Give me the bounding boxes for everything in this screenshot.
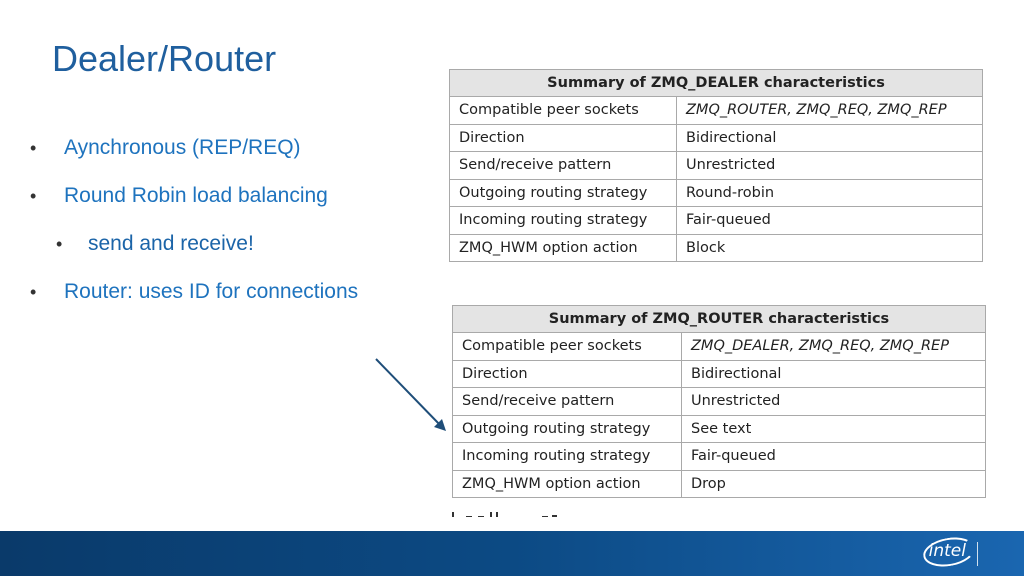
bullet-item [30, 181, 358, 229]
table-header-row [453, 306, 986, 333]
table-cell-key: Direction [453, 360, 682, 388]
table-row [453, 470, 986, 498]
table-row [453, 333, 986, 361]
table-cell-key: Send/receive pattern [450, 152, 677, 180]
table-row [450, 234, 983, 262]
table-cell-key: Outgoing routing strategy [450, 179, 677, 207]
logo-ring-icon [921, 534, 977, 571]
cropped-text-fragment [452, 507, 582, 517]
table-cell-value: Fair-queued [677, 207, 983, 235]
bullet-text: send and receive! [88, 232, 254, 255]
bullet-item [30, 133, 358, 181]
table-row [450, 179, 983, 207]
table-cell-key: Compatible peer sockets [453, 333, 682, 361]
dealer-characteristics-table [449, 69, 983, 262]
table-cell-key: Compatible peer sockets [450, 97, 677, 125]
table-row [453, 443, 986, 471]
table-row [450, 97, 983, 125]
footer-divider [977, 542, 978, 566]
table-row [450, 152, 983, 180]
table-cell-value: Fair-queued [682, 443, 986, 471]
table-row [450, 124, 983, 152]
bullet-dot-icon: • [56, 234, 63, 254]
table-cell-key: ZMQ_HWM option action [453, 470, 682, 498]
sub-bullet-item [30, 229, 358, 277]
table-cell-value: ZMQ_ROUTER, ZMQ_REQ, ZMQ_REP [677, 97, 983, 125]
table-cell-value: Round-robin [677, 179, 983, 207]
table-cell-key: Direction [450, 124, 677, 152]
table-cell-value: Bidirectional [677, 124, 983, 152]
bullet-text: Round Robin load balancing [64, 184, 328, 207]
slide-title: Dealer/Router [52, 38, 277, 79]
table-cell-key: Incoming routing strategy [450, 207, 677, 235]
logo-text: intel [928, 541, 966, 561]
bullet-text: Router: uses ID for connections [64, 280, 359, 303]
bullet-text: Aynchronous (REP/REQ) [64, 136, 301, 159]
intel-logo [929, 541, 966, 561]
table-row [453, 415, 986, 443]
table-row [453, 388, 986, 416]
bullet-dot-icon: • [30, 138, 37, 158]
table-row [453, 360, 986, 388]
bullet-dot-icon: • [30, 186, 37, 206]
table-cell-key: Send/receive pattern [453, 388, 682, 416]
table-header-row [450, 70, 983, 97]
router-characteristics-table [452, 305, 986, 498]
table-cell-value: See text [682, 415, 986, 443]
table-cell-value: ZMQ_DEALER, ZMQ_REQ, ZMQ_REP [682, 333, 986, 361]
footer-bar [0, 531, 1024, 576]
bullet-list [30, 133, 358, 325]
table-cell-value: Bidirectional [682, 360, 986, 388]
table-row [450, 207, 983, 235]
table-cell-value: Block [677, 234, 983, 262]
table-header: Summary of ZMQ_ROUTER characteristics [453, 306, 986, 333]
cropped-glyphs-icon [452, 510, 582, 517]
bullet-dot-icon: • [30, 282, 37, 302]
bullet-item [30, 277, 358, 325]
table-header: Summary of ZMQ_DEALER characteristics [450, 70, 983, 97]
table-cell-value: Drop [682, 470, 986, 498]
arrow-icon [370, 355, 452, 437]
table-cell-key: ZMQ_HWM option action [450, 234, 677, 262]
table-cell-value: Unrestricted [682, 388, 986, 416]
table-cell-value: Unrestricted [677, 152, 983, 180]
table-cell-key: Incoming routing strategy [453, 443, 682, 471]
table-cell-key: Outgoing routing strategy [453, 415, 682, 443]
